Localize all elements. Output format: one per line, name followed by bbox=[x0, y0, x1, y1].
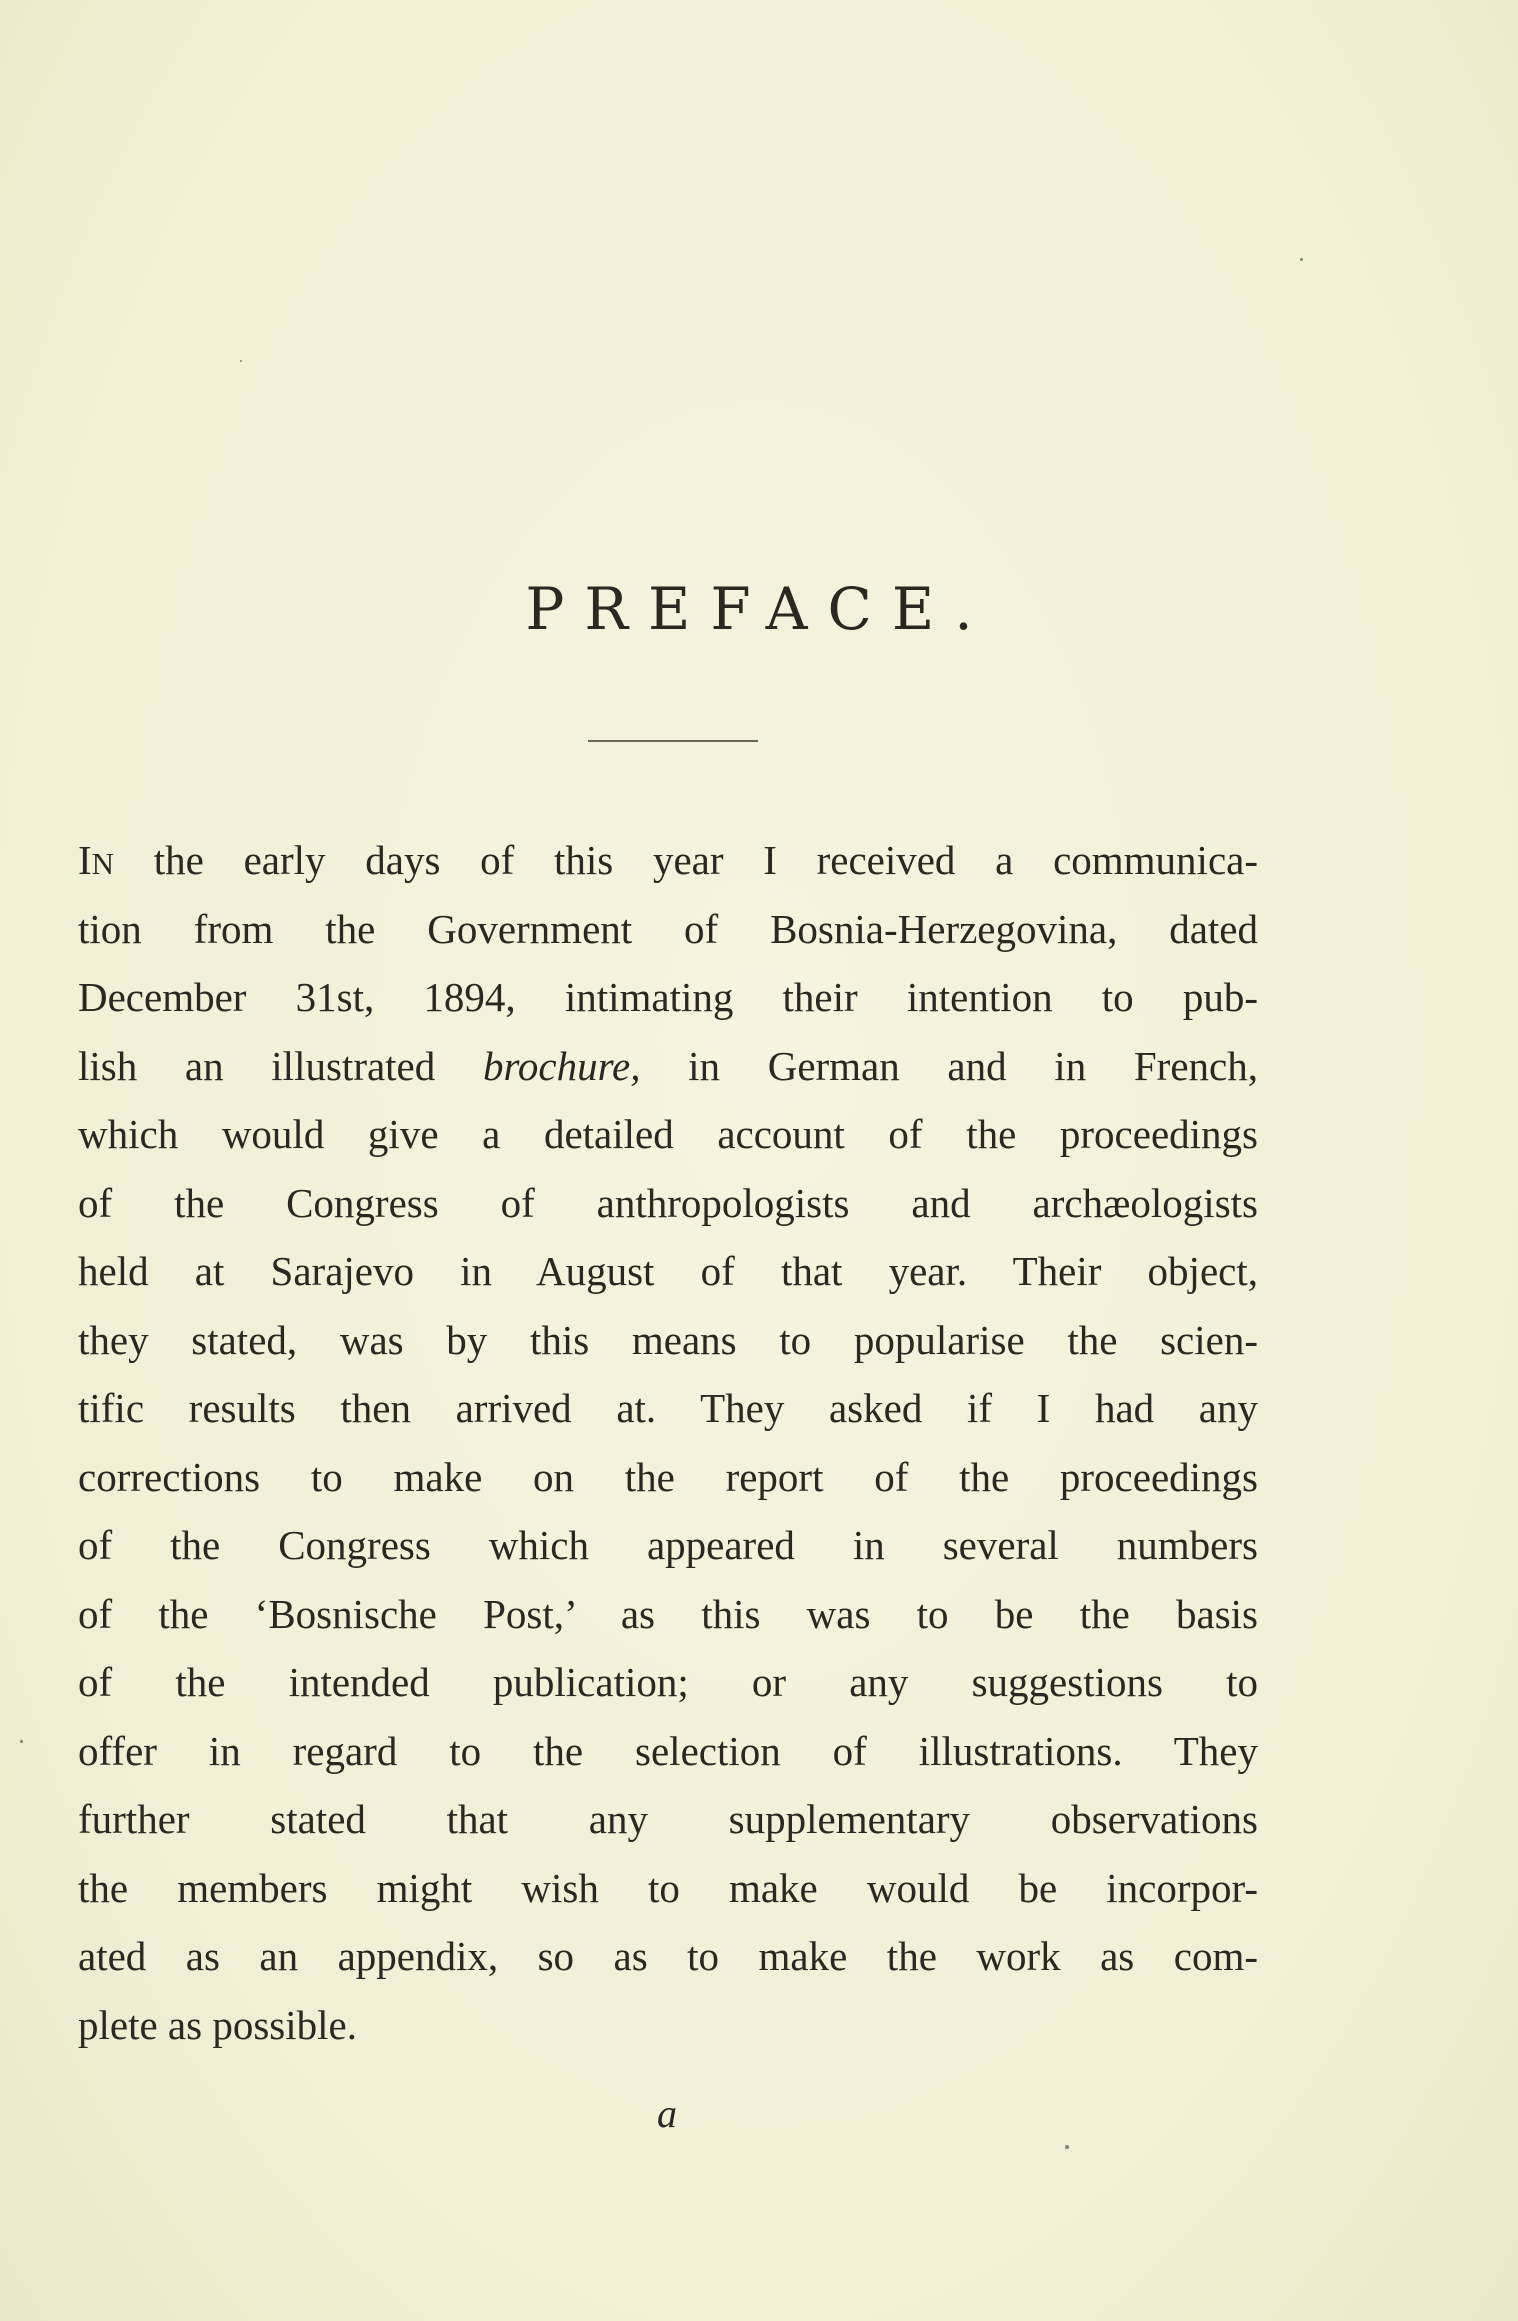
text-line-8: they stated, was by this means to popularise the scien- bbox=[78, 1316, 1258, 1363]
preface-paragraph bbox=[78, 826, 1258, 2059]
paper-speck bbox=[240, 360, 242, 362]
text-line-14: offer in regard to the selection of illustrations. They bbox=[78, 1727, 1258, 1774]
text-line-9: tific results then arrived at. They asked if I had any bbox=[78, 1385, 1258, 1431]
text-line-11: of the Congress which appeared in several numbers bbox=[78, 1522, 1258, 1568]
paper-speck bbox=[1300, 258, 1303, 261]
paper-speck bbox=[1065, 2145, 1069, 2149]
signature-mark: a bbox=[657, 2091, 677, 2136]
text-line-2: tion from the Government of Bosnia-Herzegovina, dated bbox=[78, 905, 1258, 952]
text-line-17: ated as an appendix, so as to make the work as com- bbox=[78, 1933, 1258, 1979]
text-line-6: of the Congress of anthropologists and archæologists bbox=[78, 1179, 1258, 1226]
title-rule bbox=[588, 740, 758, 742]
line-4-a: lish an illustrated bbox=[78, 1042, 483, 1089]
text-line-12: of the ‘Bosnische Post,’ as this was to be the basis bbox=[78, 1590, 1258, 1637]
text-line-7: held at Sarajevo in August of that year. Their object, bbox=[78, 1248, 1258, 1294]
text-line-3: December 31st, 1894, intimating their intention to pub- bbox=[78, 974, 1258, 1020]
smallcaps-letters: N bbox=[91, 846, 115, 881]
text-line-5: which would give a detailed account of the proceedings bbox=[78, 1111, 1258, 1157]
line-4-b: in German and in French, bbox=[640, 1042, 1258, 1089]
line-1-rest: the early days of this year I received a communica- bbox=[114, 837, 1258, 883]
text-line-13: of the intended publication; or any suggestions to bbox=[78, 1659, 1258, 1705]
text-line-18: plete as possible. bbox=[78, 2001, 357, 2048]
page-title: PREFACE. bbox=[525, 575, 993, 643]
text-line-1 bbox=[78, 826, 1258, 895]
paper-speck bbox=[20, 1740, 23, 1743]
dropcap-letter: I bbox=[78, 837, 92, 883]
text-line-10: corrections to make on the report of the proceedings bbox=[78, 1453, 1258, 1500]
text-line-15: further stated that any supplementary observations bbox=[78, 1796, 1258, 1842]
text-line-4 bbox=[78, 1032, 1258, 1101]
italic-word: brochure, bbox=[482, 1042, 641, 1089]
text-line-16: the members might wish to make would be incorpor- bbox=[78, 1864, 1258, 1911]
